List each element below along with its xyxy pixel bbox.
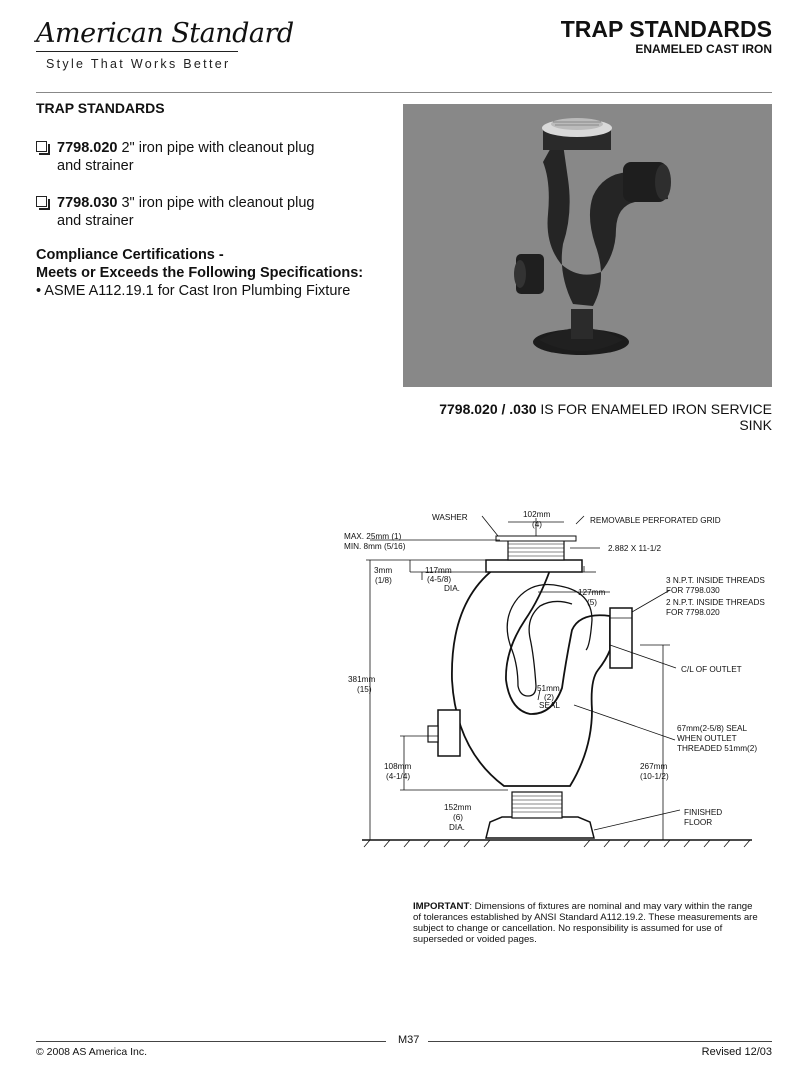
label-3mm-in: (1/8) bbox=[375, 576, 392, 585]
label-117mm-in: (4-5/8) bbox=[427, 575, 452, 584]
label-grid: REMOVABLE PERFORATED GRID bbox=[590, 516, 721, 525]
label-max-depth: MAX. 25mm (1) bbox=[344, 532, 402, 541]
footer-divider-left bbox=[36, 1041, 386, 1042]
document-title: TRAP STANDARDS bbox=[560, 16, 772, 42]
caption-text: IS FOR ENAMELED IRON SERVICE SINK bbox=[536, 401, 772, 433]
label-finished: FINISHED bbox=[684, 808, 723, 817]
photo-caption bbox=[403, 401, 772, 433]
compliance-item: • ASME A112.19.1 for Cast Iron Plumbing Fixture bbox=[36, 283, 351, 299]
label-67mm-note: WHEN OUTLET bbox=[677, 734, 737, 743]
checkbox-icon bbox=[36, 196, 47, 207]
model-number: 7798.030 bbox=[57, 195, 118, 211]
label-outlet-cl: C/L OF OUTLET bbox=[681, 665, 742, 674]
label-152mm-in: (6) bbox=[453, 813, 464, 822]
caption-models: 7798.020 / .030 bbox=[439, 401, 537, 417]
compliance-heading: Compliance Certifications - bbox=[36, 247, 224, 263]
product-photo bbox=[403, 104, 772, 387]
important-text: : Dimensions of fixtures are nominal and may vary within the range of tolerances established by ANSI Standard A112.19.2. These measurements are subject to change or cancellation. No responsibility is assumed for use of superseded or voided pages. bbox=[413, 901, 758, 945]
label-127mm: 127mm bbox=[578, 588, 606, 597]
important-label: IMPORTANT bbox=[413, 901, 470, 912]
label-seal-in: (2) bbox=[544, 693, 555, 702]
brand-divider bbox=[36, 51, 238, 52]
technical-drawing bbox=[340, 500, 780, 860]
label-108mm-in: (4-1/4) bbox=[386, 772, 411, 781]
page-number: M37 bbox=[398, 1034, 420, 1046]
product-item bbox=[36, 139, 366, 175]
footer-divider-right bbox=[428, 1041, 772, 1042]
label-381mm-in: (15) bbox=[357, 685, 372, 694]
product-description: 3" iron pipe with cleanout plug bbox=[121, 195, 315, 211]
label-267mm-in: (10-1/2) bbox=[640, 772, 669, 781]
label-npt-3: 3 N.P.T. INSIDE THREADS bbox=[666, 576, 765, 585]
label-108mm: 108mm bbox=[384, 762, 412, 771]
header-divider bbox=[36, 92, 772, 93]
compliance-subheading: Meets or Exceeds the Following Specifications: bbox=[36, 265, 364, 281]
copyright: © 2008 AS America Inc. bbox=[36, 1046, 148, 1058]
important-note bbox=[413, 901, 759, 945]
label-seal: 51mm bbox=[537, 684, 560, 693]
label-267mm: 267mm bbox=[640, 762, 668, 771]
label-floor: FLOOR bbox=[684, 818, 713, 827]
label-152mm: 152mm bbox=[444, 803, 472, 812]
label-117mm-dia: DIA. bbox=[444, 584, 460, 593]
label-top-dim: 102mm bbox=[523, 510, 551, 519]
label-117mm: 117mm bbox=[425, 566, 452, 575]
product-item bbox=[36, 194, 366, 230]
product-description-cont: and strainer bbox=[57, 213, 134, 229]
label-152mm-dia: DIA. bbox=[449, 823, 465, 832]
trap-photo-illustration bbox=[403, 104, 772, 387]
model-number: 7798.020 bbox=[57, 140, 118, 156]
label-3mm: 3mm bbox=[374, 566, 393, 575]
revision-date: Revised 12/03 bbox=[701, 1046, 772, 1058]
label-67mm: 67mm(2-5/8) SEAL bbox=[677, 724, 748, 733]
product-description: 2" iron pipe with cleanout plug bbox=[121, 140, 315, 156]
label-npt-2-model: FOR 7798.020 bbox=[666, 608, 720, 617]
label-seal-word: SEAL bbox=[539, 701, 560, 710]
label-top-dim-in: (4) bbox=[532, 520, 543, 529]
label-thread: 2.882 X 11-1/2 bbox=[608, 544, 662, 553]
label-127mm-in: (5) bbox=[587, 598, 598, 607]
brand-tagline: Style That Works Better bbox=[46, 57, 231, 71]
label-npt-3-model: FOR 7798.030 bbox=[666, 586, 720, 595]
label-381mm: 381mm bbox=[348, 675, 376, 684]
label-min-depth: MIN. 8mm (5/16) bbox=[344, 542, 406, 551]
label-washer: WASHER bbox=[432, 513, 468, 522]
section-heading: TRAP STANDARDS bbox=[36, 100, 165, 116]
brand-logo: American Standard bbox=[36, 18, 294, 49]
document-subtitle: ENAMELED CAST IRON bbox=[635, 42, 772, 56]
product-description-cont: and strainer bbox=[57, 158, 134, 174]
checkbox-icon bbox=[36, 141, 47, 152]
label-npt-2: 2 N.P.T. INSIDE THREADS bbox=[666, 598, 765, 607]
label-67mm-thread: THREADED 51mm(2) bbox=[677, 744, 758, 753]
